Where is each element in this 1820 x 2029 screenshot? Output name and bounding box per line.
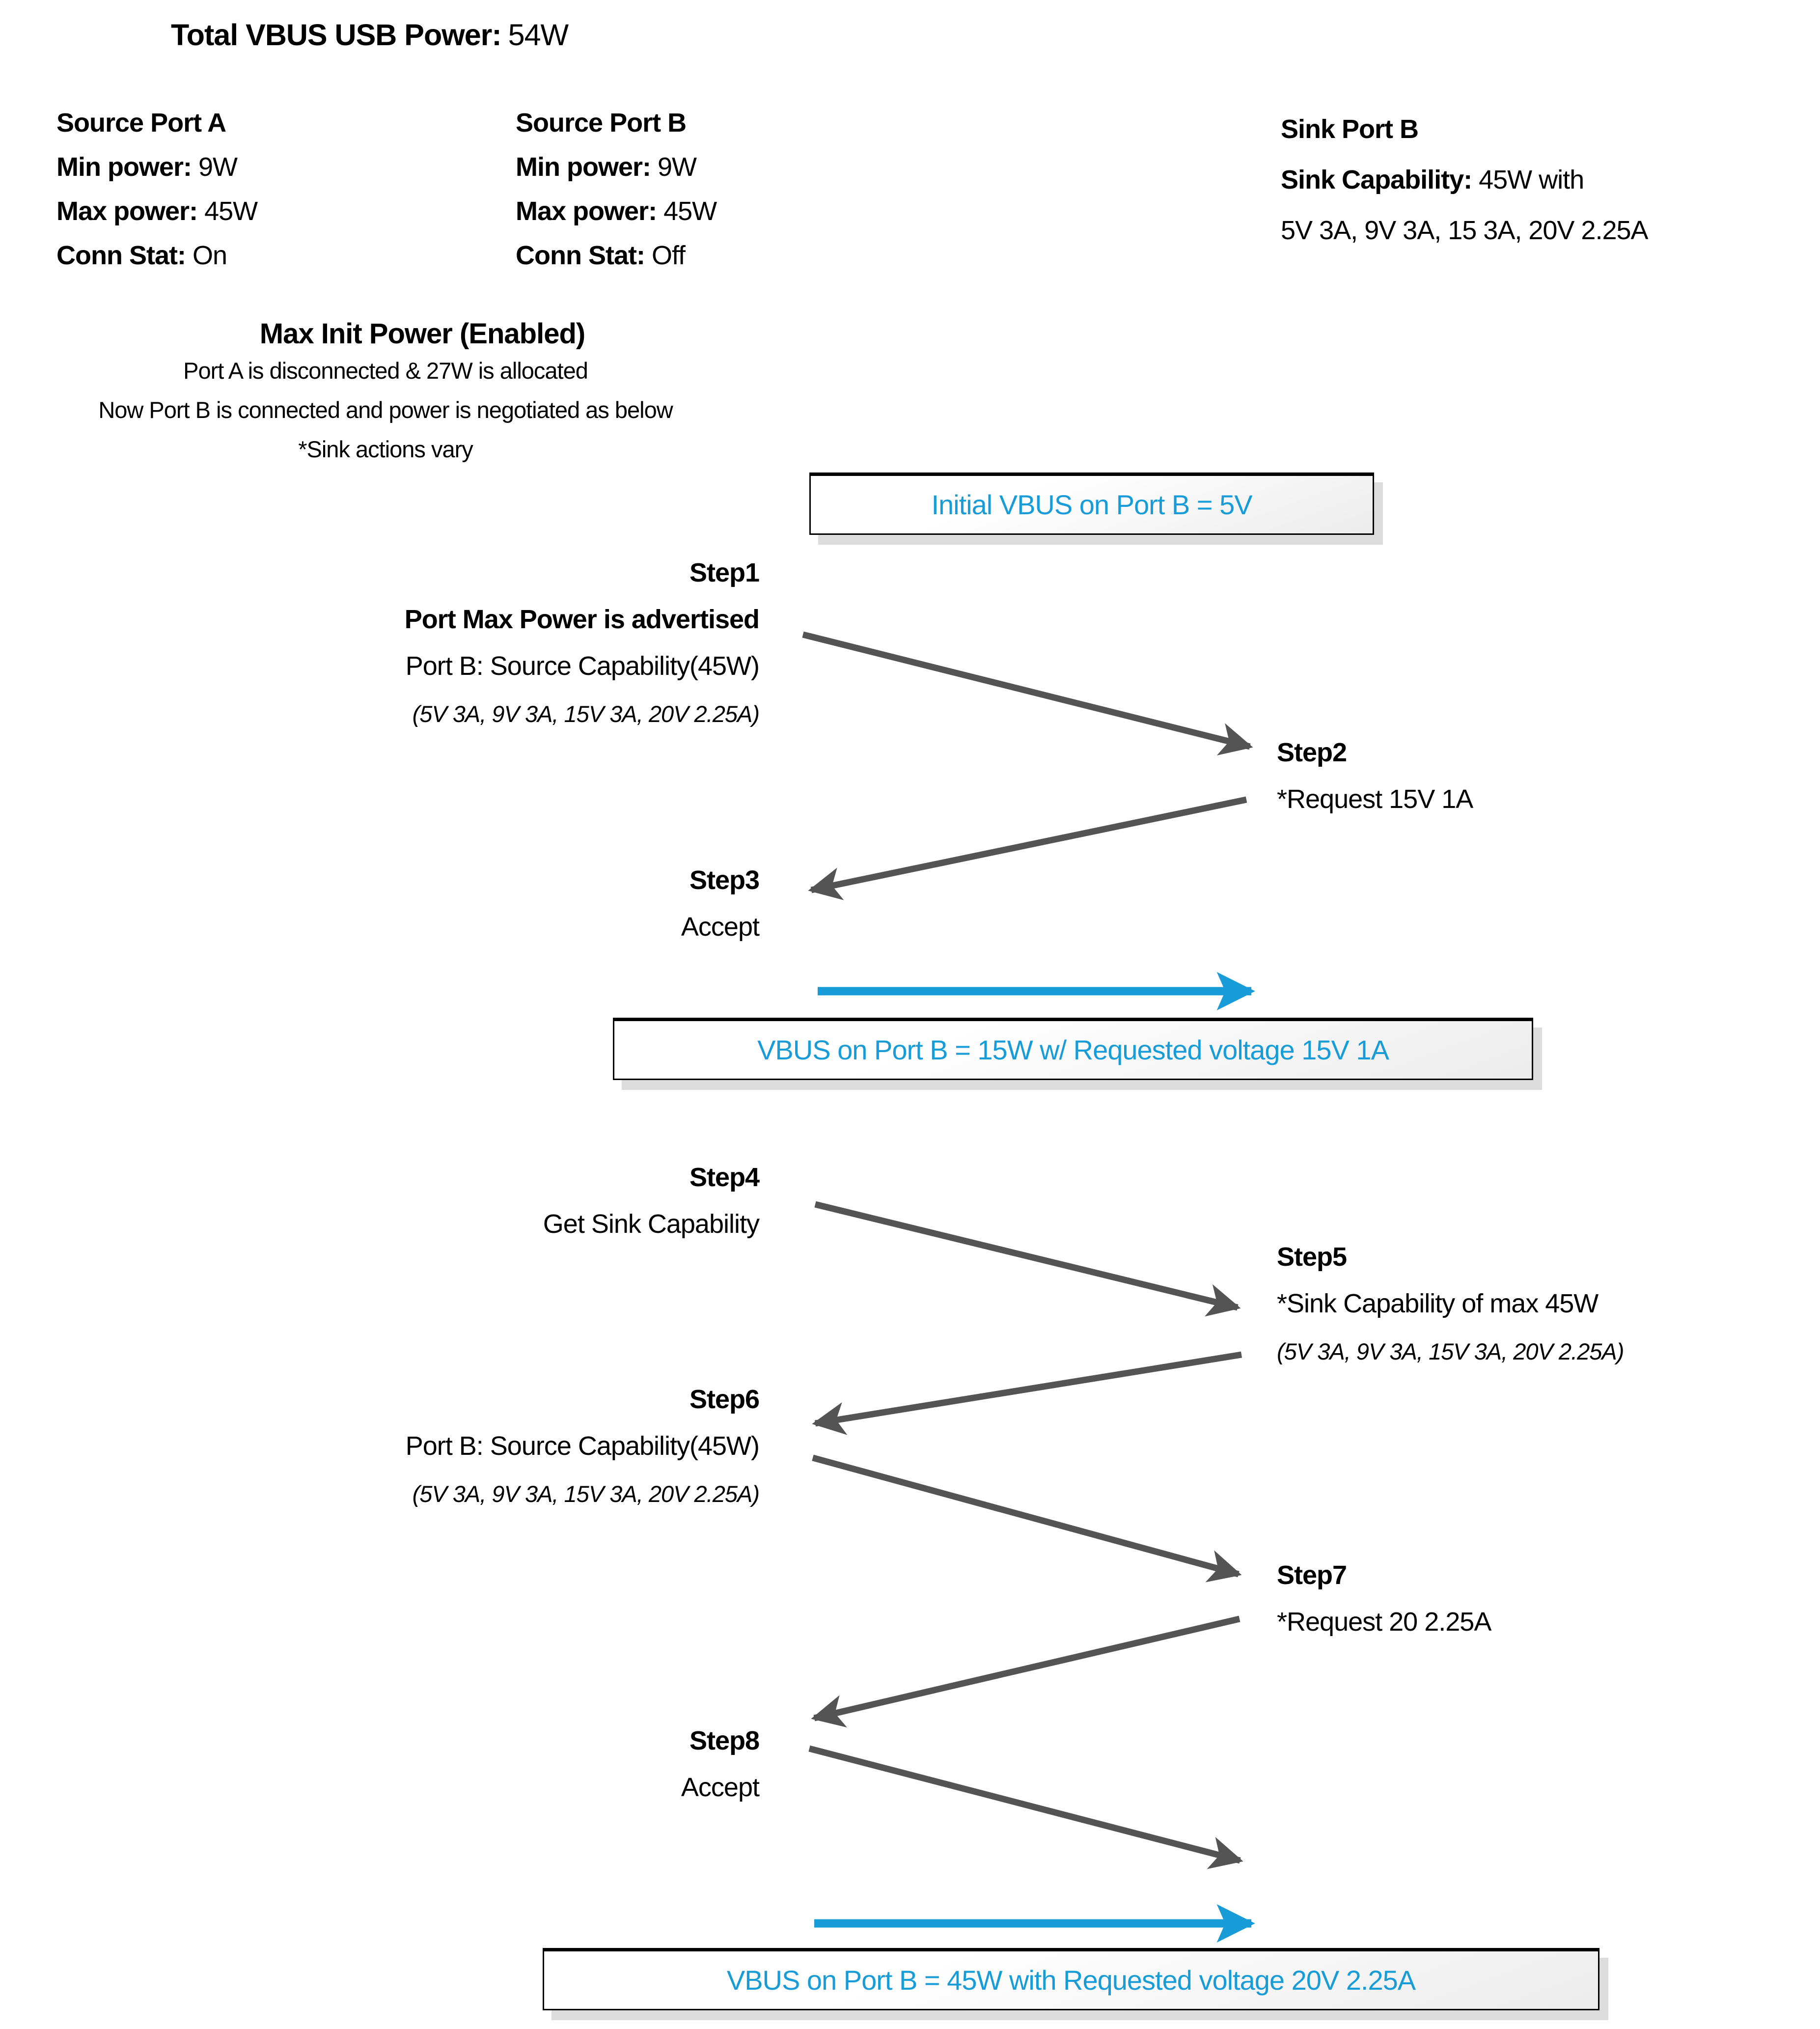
conn-stat-value: On (192, 241, 227, 270)
arrow-step5-to-step6 (815, 1355, 1241, 1423)
max-power-value: 45W (204, 196, 258, 226)
step6-title: Step6 (689, 1385, 759, 1414)
source-port-a-conn-stat (56, 233, 257, 278)
sink-port-b-capability (1281, 155, 1648, 205)
step8-title: Step8 (689, 1726, 759, 1755)
source-port-b-conn-stat (516, 233, 717, 278)
step4-line1: Get Sink Capability (543, 1209, 759, 1239)
step4-block (543, 1154, 759, 1248)
step5-detail: (5V 3A, 9V 3A, 15V 3A, 20V 2.25A) (1277, 1338, 1624, 1364)
scenario-line-1: Port A is disconnected & 27W is allocated (183, 358, 588, 384)
step7-line1: *Request 20 2.25A (1277, 1607, 1491, 1637)
arrow-step2-to-step3 (811, 800, 1246, 890)
step5-line1: *Sink Capability of max 45W (1277, 1289, 1599, 1318)
min-power-label: Min power: (56, 152, 192, 182)
step3-title: Step3 (689, 865, 759, 895)
step8-block (681, 1718, 759, 1811)
scenario-line-2: Now Port B is connected and power is negotiated as below (98, 397, 673, 423)
banner-vbus-45w (543, 1948, 1599, 2010)
banner-vbus-45w-text: VBUS on Port B = 45W with Requested voltage 20V 2.25A (726, 1965, 1416, 1996)
step4-title: Step4 (689, 1163, 759, 1192)
arrow-step6-to-step7 (813, 1458, 1239, 1574)
max-power-value: 45W (663, 196, 717, 226)
banner-vbus-15w (613, 1018, 1533, 1080)
conn-stat-label: Conn Stat: (516, 241, 645, 270)
source-port-a-title: Source Port A (56, 108, 226, 138)
source-port-a-panel (56, 101, 257, 278)
step7-title: Step7 (1277, 1560, 1347, 1590)
source-port-b-min-power (516, 145, 717, 189)
banner-initial-vbus (809, 473, 1374, 535)
source-port-a-max-power (56, 189, 257, 233)
max-power-label: Max power: (516, 196, 657, 226)
sink-port-b-capability-detail: 5V 3A, 9V 3A, 15 3A, 20V 2.25A (1281, 216, 1648, 245)
min-power-value: 9W (657, 152, 696, 182)
step1-title: Step1 (689, 558, 759, 587)
scenario-panel (5, 317, 766, 469)
step6-line1: Port B: Source Capability(45W) (405, 1431, 759, 1461)
min-power-value: 9W (198, 152, 237, 182)
step5-title: Step5 (1277, 1242, 1347, 1272)
arrow-step8-response (809, 1749, 1240, 1861)
diagram-title (171, 18, 568, 52)
step8-line1: Accept (681, 1773, 759, 1802)
diagram-title-value: 54W (508, 18, 569, 52)
source-port-b-title: Source Port B (516, 108, 687, 138)
scenario-line-3: *Sink actions vary (298, 436, 473, 462)
step2-line1: *Request 15V 1A (1277, 784, 1473, 814)
max-power-label: Max power: (56, 196, 198, 226)
sink-port-b-title: Sink Port B (1281, 114, 1419, 144)
step1-block (405, 550, 759, 739)
step1-line2: Port B: Source Capability(45W) (405, 651, 759, 681)
sink-capability-label: Sink Capability: (1281, 165, 1472, 195)
step3-block (681, 857, 759, 950)
min-power-label: Min power: (516, 152, 651, 182)
sink-capability-value: 45W with (1479, 165, 1584, 195)
source-port-b-panel (516, 101, 717, 278)
diagram-title-label: Total VBUS USB Power: (171, 18, 501, 52)
arrow-step7-to-step8 (814, 1619, 1240, 1718)
step5-block (1277, 1234, 1624, 1376)
step2-block (1277, 729, 1473, 823)
step6-block (406, 1376, 759, 1519)
source-port-b-max-power (516, 189, 717, 233)
arrow-step1-to-step2 (803, 635, 1250, 747)
banner-vbus-15w-text: VBUS on Port B = 15W w/ Requested voltage 15V 1A (757, 1034, 1389, 1065)
scenario-title: Max Init Power (Enabled) (259, 318, 585, 350)
conn-stat-value: Off (651, 241, 685, 270)
banner-initial-vbus-text: Initial VBUS on Port B = 5V (931, 489, 1252, 520)
arrow-step4-to-step5 (815, 1204, 1238, 1307)
step1-detail: (5V 3A, 9V 3A, 15V 3A, 20V 2.25A) (412, 701, 759, 727)
step7-block (1277, 1552, 1491, 1645)
conn-stat-label: Conn Stat: (56, 241, 186, 270)
source-port-a-min-power (56, 145, 257, 189)
step2-title: Step2 (1277, 738, 1347, 767)
step6-detail: (5V 3A, 9V 3A, 15V 3A, 20V 2.25A) (412, 1481, 759, 1507)
step1-line1: Port Max Power is advertised (404, 605, 759, 634)
step3-line1: Accept (681, 912, 759, 942)
sink-port-b-panel (1281, 104, 1648, 256)
